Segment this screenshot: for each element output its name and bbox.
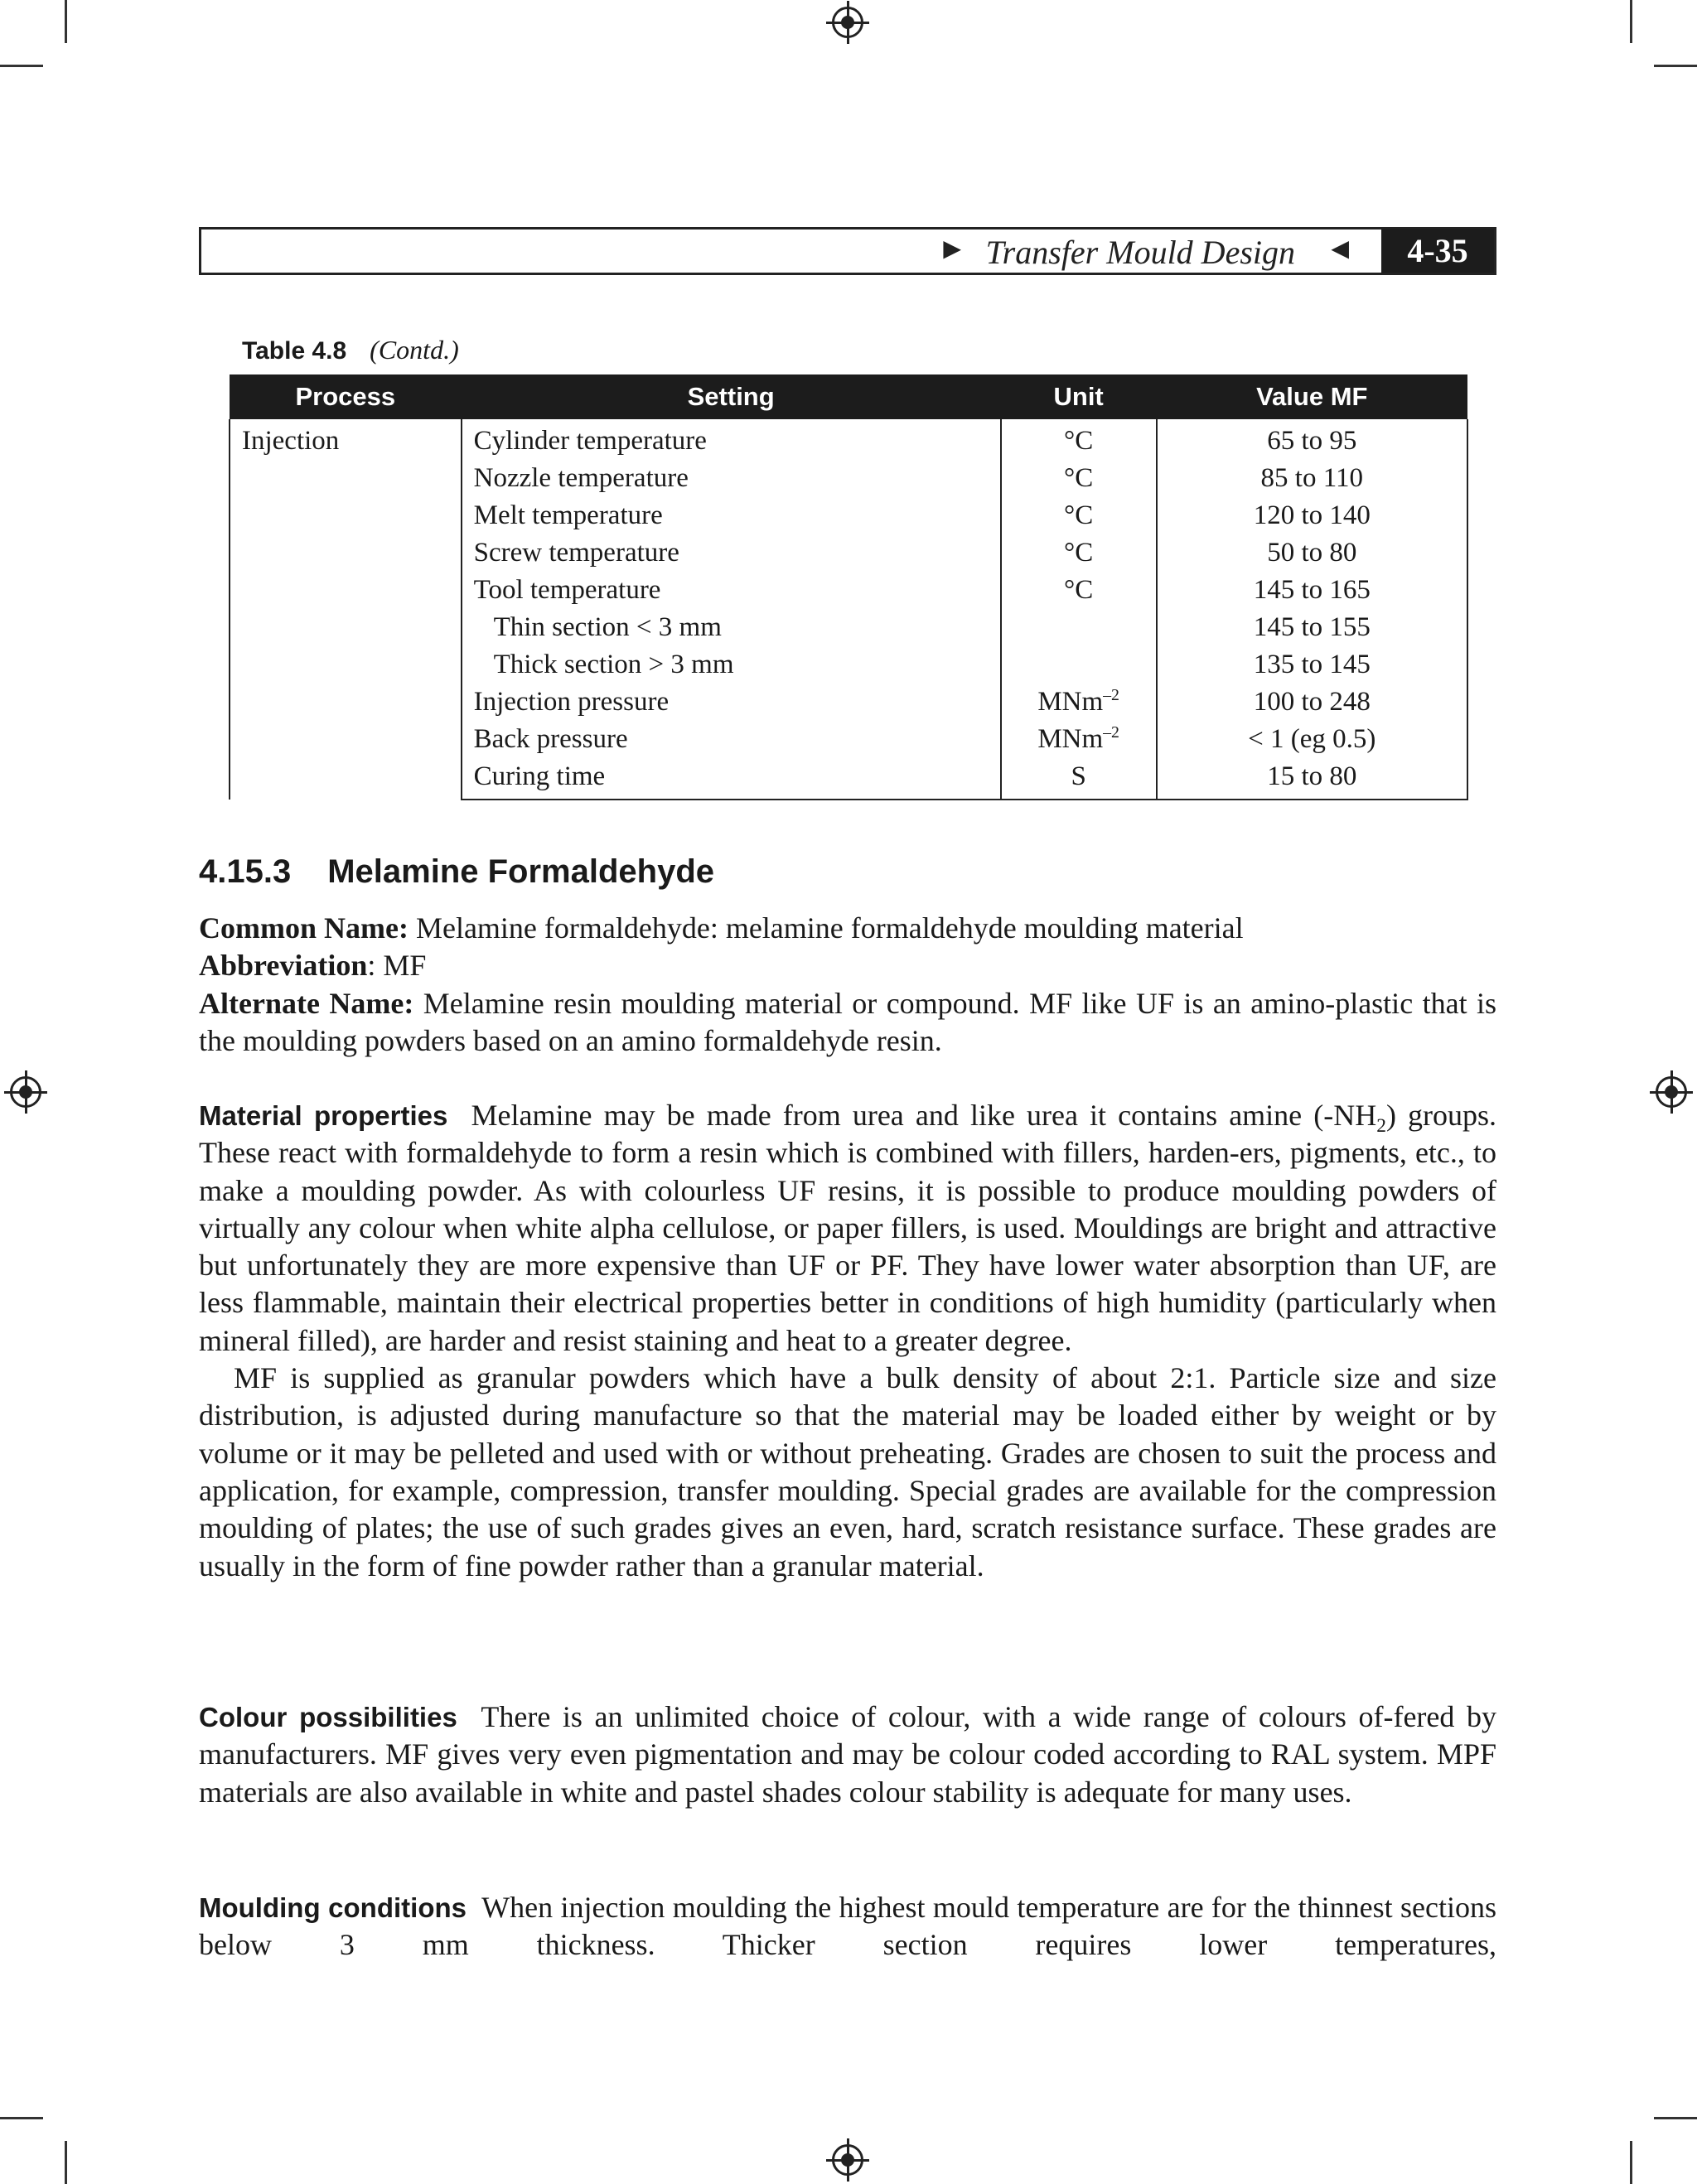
column-header: Unit [1001, 374, 1157, 419]
name-block [199, 910, 1496, 1060]
moulding-text: When injection moulding the highest mould temperature are for the thinnest sections below 3 mm thickness. Thicker section requires lower temperatures, [199, 1891, 1497, 1962]
running-title: Transfer Mould Design [985, 234, 1295, 271]
crop-mark [65, 0, 67, 43]
abbreviation-line [199, 947, 1496, 984]
moulding-paragraph [199, 1889, 1496, 1964]
registration-mark-icon [832, 2144, 863, 2176]
unit-cell: °C [1001, 497, 1157, 534]
value-cell: 135 to 145 [1157, 646, 1467, 684]
moulding-label: Moulding conditions [199, 1892, 467, 1923]
material-properties-label: Material properties [199, 1100, 448, 1131]
triangle-right-icon: ► [937, 232, 967, 265]
setting-cell: Cylinder temperature [462, 419, 1001, 460]
process-cell: Injection [230, 419, 462, 800]
value-cell: 50 to 80 [1157, 534, 1467, 572]
colour-label: Colour possibilities [199, 1702, 457, 1732]
unit-cell [1001, 684, 1157, 721]
value-cell: 145 to 165 [1157, 572, 1467, 609]
value-cell: 15 to 80 [1157, 758, 1467, 800]
crop-mark [65, 2141, 67, 2184]
settings-table [229, 374, 1468, 800]
alternate-name-paragraph [199, 985, 1496, 1061]
unit-exponent: –2 [1103, 686, 1119, 704]
crop-mark [0, 2117, 43, 2119]
table-header-row [230, 374, 1467, 419]
crop-mark [1630, 0, 1632, 43]
setting-cell: Tool temperature [462, 572, 1001, 609]
registration-mark-icon [1656, 1076, 1687, 1108]
section-heading [199, 853, 714, 891]
crop-mark [1654, 65, 1697, 67]
material-properties-block [199, 1097, 1496, 1585]
unit-cell [1001, 646, 1157, 684]
colour-text: There is an unlimited choice of colour, with a wide range of colours of-fered by manufacturers. MF gives very even pigmentation and may be colour coded according to RAL system. MPF materials are also available in white and pastel shades colour stability is adequate for many uses. [199, 1700, 1496, 1809]
unit-base: MNm [1037, 724, 1104, 754]
material-properties-paragraph [199, 1097, 1496, 1360]
value-cell: 85 to 110 [1157, 460, 1467, 497]
crop-mark [1630, 2141, 1632, 2184]
setting-cell: Curing time [462, 758, 1001, 800]
setting-cell: Back pressure [462, 721, 1001, 758]
unit-cell: °C [1001, 419, 1157, 460]
registration-mark-icon [832, 7, 863, 38]
alternate-name-text: Melamine resin moulding material or compound. MF like UF is an amino-plastic that is the moulding powders based on an amino formaldehyde resin. [199, 986, 1497, 1057]
table-label: Table 4.8 [242, 337, 347, 365]
section-title: Melamine Formaldehyde [327, 853, 715, 890]
crop-mark [0, 65, 43, 67]
setting-cell: Thin section < 3 mm [462, 609, 1001, 646]
material-properties-text-b: ) groups. These react with formaldehyde to form a resin which is combined with fillers, harden-ers, pigments, etc., to make a moulding powder. As with colourless UF resins, it is possible to produce moulding powders of virtually any colour when white alpha cellulose, or paper fillers, is used. Mouldings are bright and attractive but unfortunately they are more expensive than UF or PF. They have lower water absorption than UF, are less flammable, maintain their electrical properties better in conditions of high humidity (particularly when mineral filled), are harder and resist staining and heat to a greater degree. [199, 1099, 1497, 1357]
unit-cell [1001, 609, 1157, 646]
setting-cell: Injection pressure [462, 684, 1001, 721]
abbreviation-label: Abbreviation [199, 949, 368, 983]
common-name-line [199, 910, 1496, 947]
alternate-name-label: Alternate Name: [199, 986, 414, 1020]
table-contd: (Contd.) [370, 335, 459, 365]
material-properties-text-a: Melamine may be made from urea and like urea it contains amine (-NH [471, 1099, 1377, 1132]
unit-cell: °C [1001, 572, 1157, 609]
column-header: Setting [462, 374, 1001, 419]
crop-mark [1654, 2117, 1697, 2119]
moulding-block [199, 1889, 1496, 1964]
common-name-text: Melamine formaldehyde: melamine formaldehyde moulding material [415, 911, 1244, 945]
value-cell: 120 to 140 [1157, 497, 1467, 534]
setting-cell: Melt temperature [462, 497, 1001, 534]
table-caption [242, 335, 459, 365]
column-header: Value MF [1157, 374, 1467, 419]
setting-cell: Thick section > 3 mm [462, 646, 1001, 684]
unit-cell [1001, 721, 1157, 758]
setting-cell: Nozzle temperature [462, 460, 1001, 497]
colour-paragraph [199, 1698, 1496, 1811]
abbreviation-text: : MF [367, 949, 427, 983]
setting-cell: Screw temperature [462, 534, 1001, 572]
page-number: 4-35 [1381, 230, 1494, 273]
table-row [230, 419, 1467, 460]
material-properties-paragraph-2: MF is supplied as granular powders which have a bulk density of about 2:1. Particle size and size distribution, is adjusted during manufacture so that the material may be loaded either by weight or by volume or it may be pelleted and used with or without preheating. Grades are chosen to suit the process and application, for example, compression, transfer moulding. Special grades are available for the compression moulding of plates; the use of such grades gives an even, hard, scratch resistance surface. These grades are usually in the form of fine powder rather than a granular material. [199, 1361, 1496, 1582]
registration-mark-icon [10, 1076, 41, 1108]
nh2-subscript: 2 [1376, 1115, 1386, 1138]
triangle-left-icon: ◄ [1325, 232, 1355, 265]
unit-cell: °C [1001, 460, 1157, 497]
value-cell: 100 to 248 [1157, 684, 1467, 721]
common-name-label: Common Name: [199, 911, 409, 945]
unit-exponent: –2 [1103, 723, 1119, 742]
colour-block [199, 1698, 1496, 1811]
running-header [199, 227, 1496, 275]
unit-base: MNm [1037, 687, 1104, 717]
value-cell: 145 to 155 [1157, 609, 1467, 646]
value-cell: 65 to 95 [1157, 419, 1467, 460]
section-number: 4.15.3 [199, 853, 292, 890]
unit-cell: S [1001, 758, 1157, 800]
column-header: Process [230, 374, 462, 419]
unit-cell: °C [1001, 534, 1157, 572]
value-cell: < 1 (eg 0.5) [1157, 721, 1467, 758]
